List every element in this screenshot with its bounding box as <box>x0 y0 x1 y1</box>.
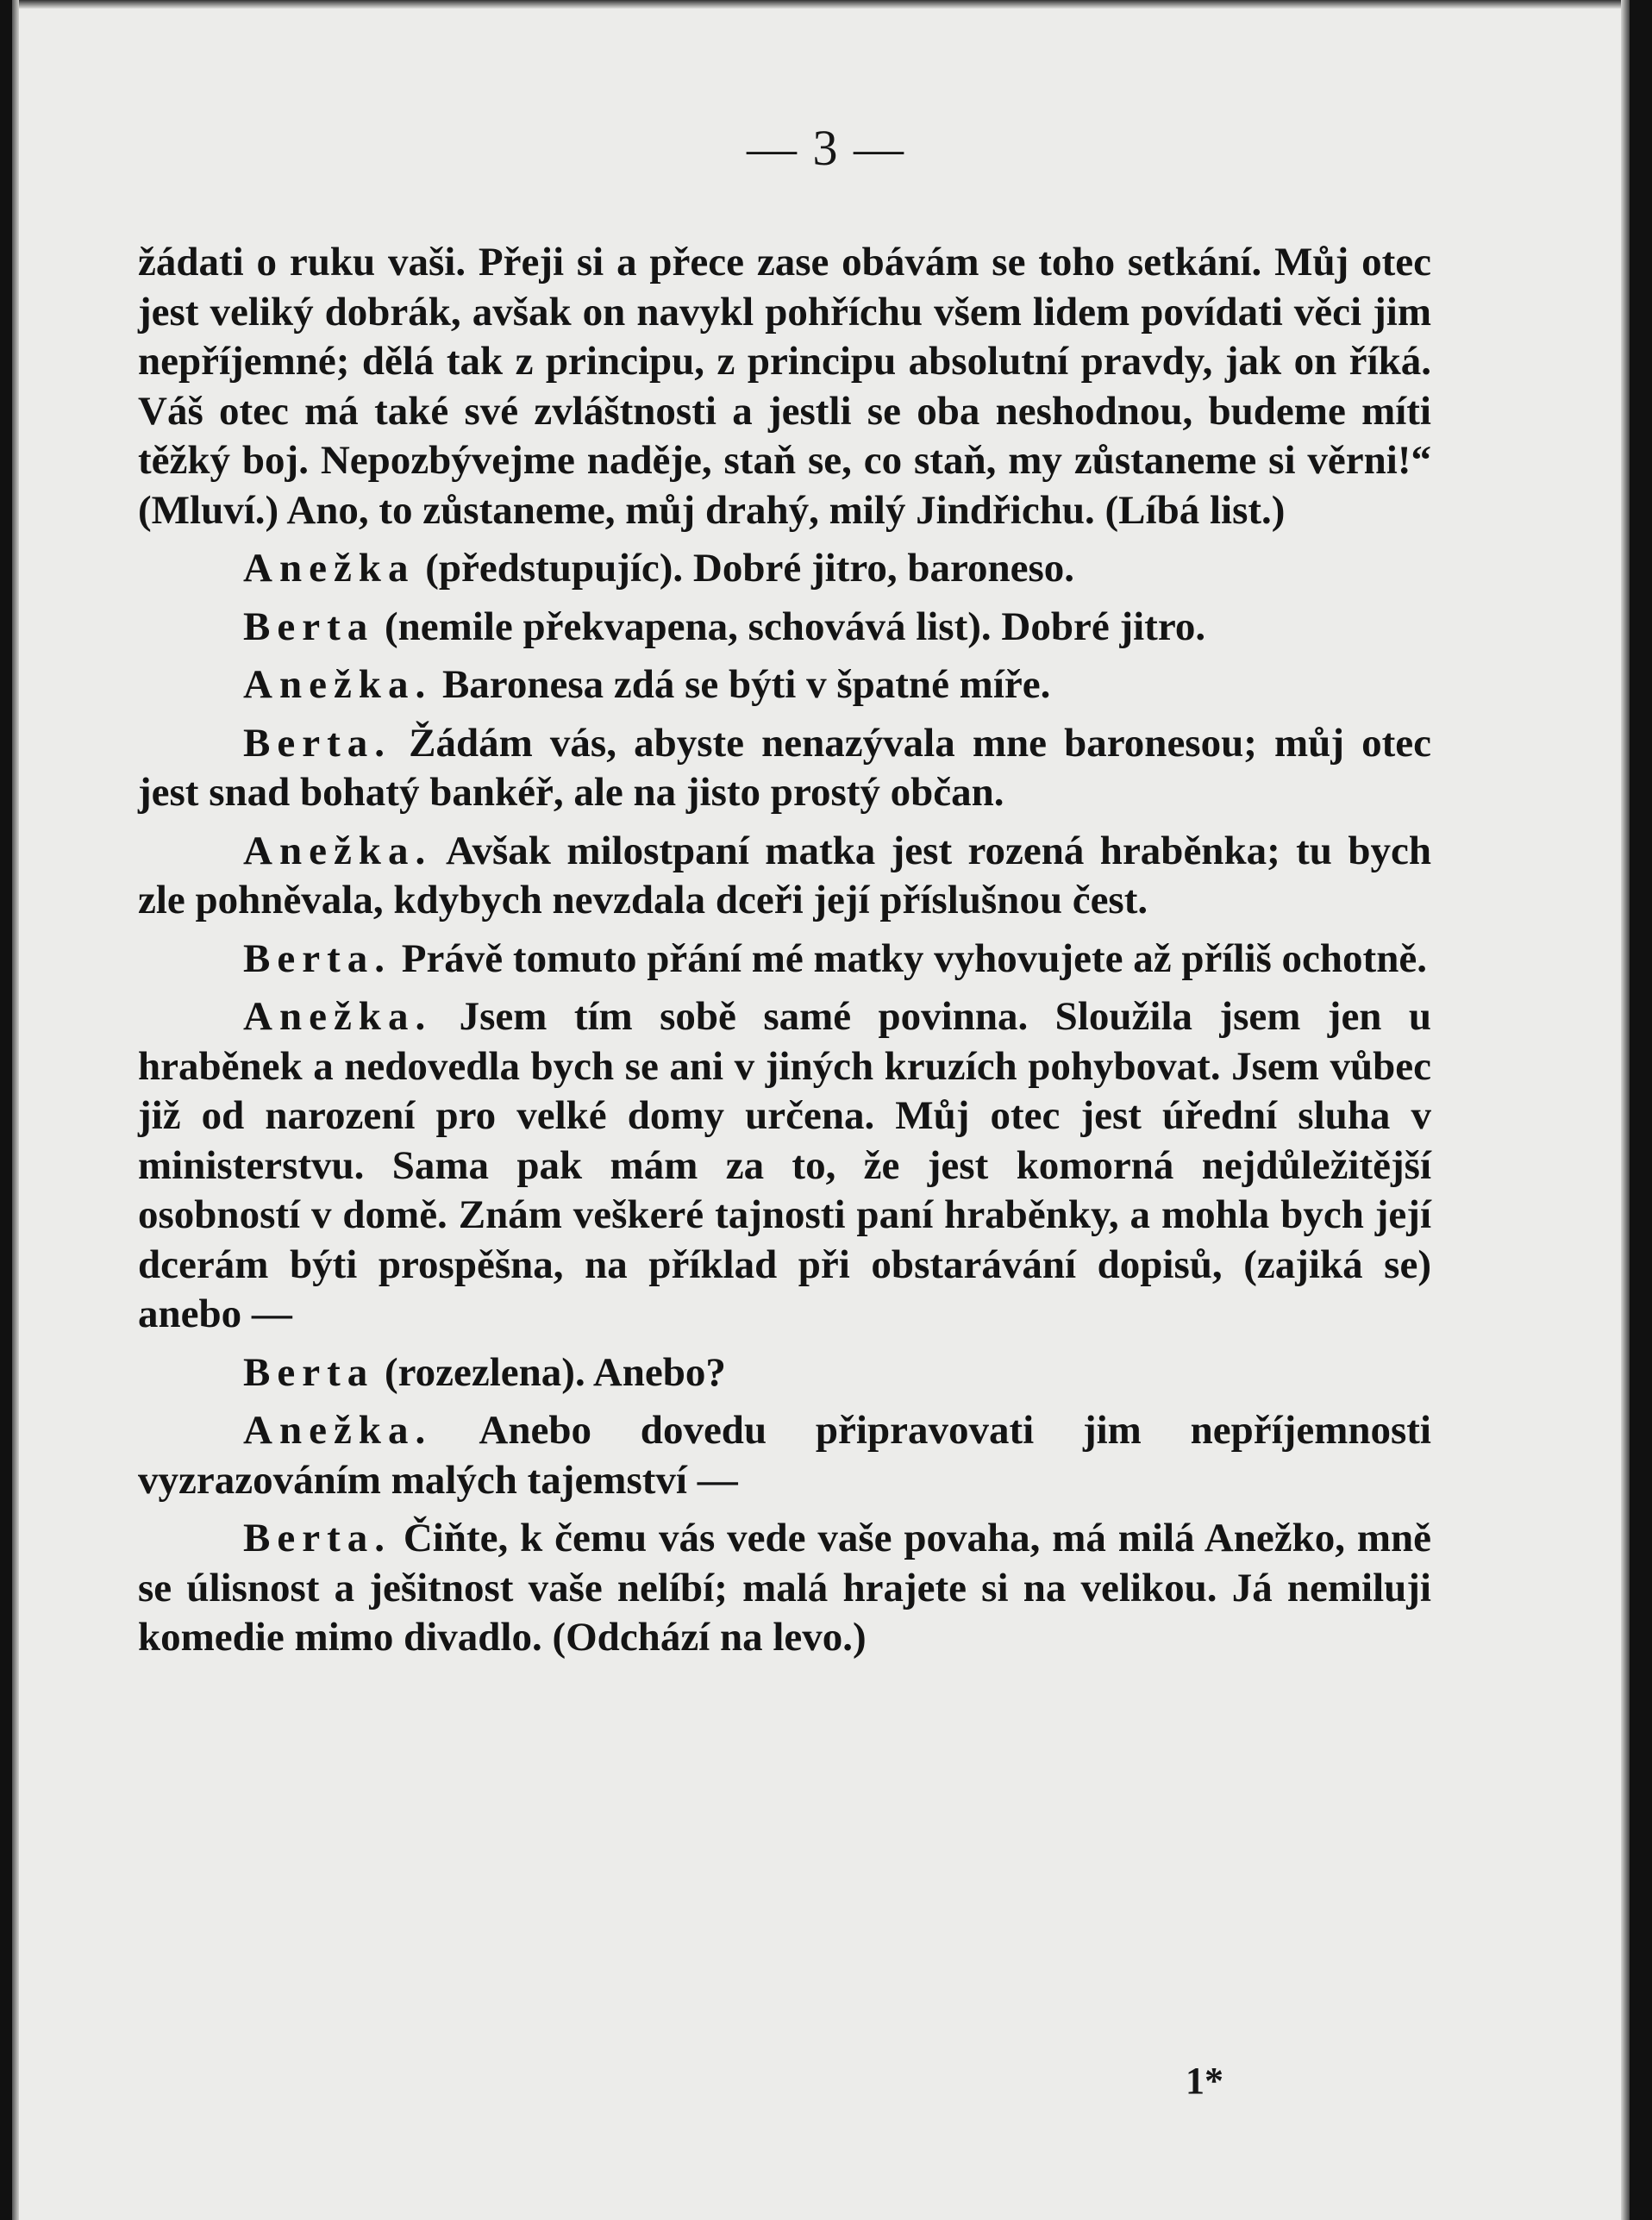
dialogue-line <box>138 660 1431 710</box>
dialogue-line <box>138 992 1431 1340</box>
speaker-name: Anežka. <box>243 662 433 707</box>
speech-text: Jsem tím sobě samé povinna. Sloužila jsem jen u hraběnek a nedovedla bych se ani v jiných kruzích pohybovat. Jsem vůbec již od narození pro velké domy určena. Můj otec jest úřední sluha v ministerstvu. Sama pak mám za to, že jest komorná nejdůležitější osobností v domě. Znám veškeré tajnosti paní hraběnky, a mohla bych její dcerám býti prospěšna, na příklad při obstarávání dopisů, (zajiká se) anebo — <box>138 994 1431 1336</box>
intro-paragraph: žádati o ruku vaši. Přeji si a přece zase obávám se toho setkání. Můj otec jest veliký dobrák, avšak on navykl pohříchu všem lidem povídati věci jim nepříjemné; dělá tak z principu, z principu absolutní pravdy, jak on říká. Váš otec má také své zvláštnosti a jestli se oba neshodnou, budeme míti těžký boj. Nepozbývejme naděje, staň se, co staň, my zůstaneme si věrni!“ (Mluví.) Ano, to zůstaneme, můj drahý, milý Jindřichu. (Líbá list.) <box>138 240 1431 533</box>
dialogue-line <box>138 935 1431 985</box>
scan-edge-left <box>0 0 12 2220</box>
dialogue-line <box>138 603 1431 653</box>
dialogue-line <box>138 1514 1431 1663</box>
speech-text: Baronesa zdá se býti v špatné míře. <box>432 662 1051 707</box>
dialogue-line <box>138 1348 1431 1398</box>
speaker-name: Berta <box>243 1349 375 1395</box>
speech-text: (předstupujíc). Dobré jitro, baroneso. <box>415 546 1075 591</box>
page-number: — 3 — <box>747 120 905 176</box>
scan-shadow-left <box>12 0 19 2220</box>
speaker-name: Anežka. <box>243 828 433 873</box>
speaker-name: Anežka. <box>243 994 433 1039</box>
speech-text: Čiňte, k čemu vás vede vaše povaha, má milá Anežko, mně se úlisnost a ješitnost vaše nelíbí; malá hrajete si na velikou. Já nemiluji komedie mimo divadlo. (Odchází na levo.) <box>138 1516 1431 1660</box>
speech-text: (rozezlena). Anebo? <box>374 1349 726 1395</box>
speaker-name: Berta. <box>243 1516 391 1560</box>
speech-text: (nemile překvapena, schovává list). Dobré jitro. <box>374 603 1206 649</box>
dialogue-line <box>138 719 1431 818</box>
speech-text: Anebo dovedu připravovati jim nepříjemnosti vyzrazováním malých tajemství — <box>138 1408 1431 1503</box>
scan-edge-right <box>1630 0 1652 2220</box>
printer-signature-mark: 1* <box>1186 2060 1223 2102</box>
speaker-name: Berta. <box>243 935 391 981</box>
speaker-name: Berta. <box>243 720 391 766</box>
speech-text: Žádám vás, abyste nenazývala mne baronesou; můj otec jest snad bohatý bankéř, ale na jisto prostý občan. <box>138 720 1431 815</box>
speaker-name: Anežka <box>243 546 416 591</box>
speaker-name: Anežka. <box>243 1408 433 1453</box>
dialogue-line <box>138 544 1431 594</box>
speech-text: Právě tomuto přání mé matky vyhovujete až příliš ochotně. <box>391 935 1427 981</box>
body-text <box>138 238 1431 1663</box>
dialogue-line <box>138 827 1431 926</box>
speaker-name: Berta <box>243 603 375 649</box>
scan-shadow-right <box>1621 0 1630 2220</box>
speech-text: Avšak milostpaní matka jest rozená hraběnka; tu bych zle pohněvala, kdybych nevzdala dceři její příslušnou čest. <box>138 828 1431 922</box>
scan-shadow-top <box>0 0 1652 9</box>
dialogue-line <box>138 1406 1431 1505</box>
